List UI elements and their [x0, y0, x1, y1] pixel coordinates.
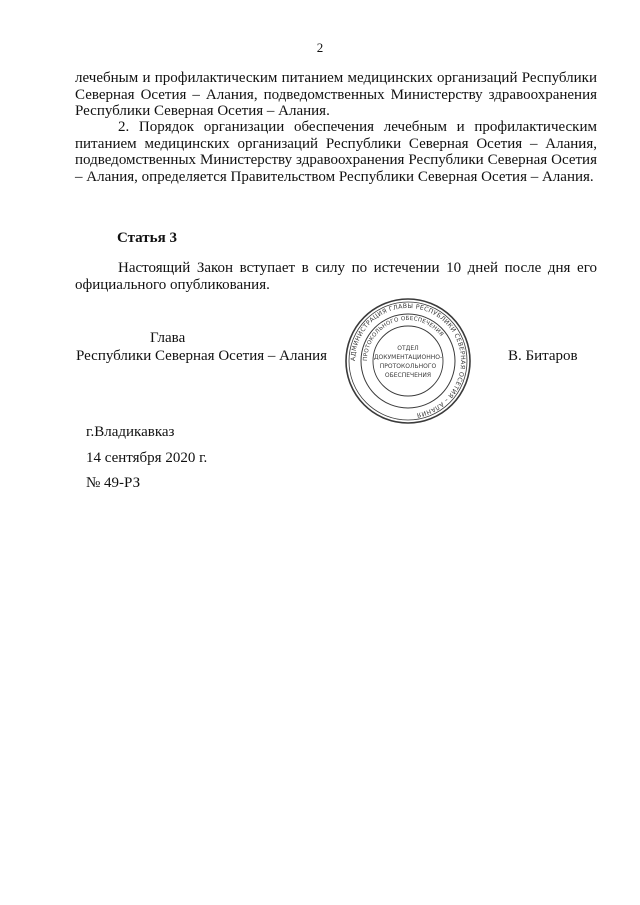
- page-number: 2: [316, 40, 324, 55]
- stamp-center-line-3: ПРОТОКОЛЬНОГО: [379, 363, 437, 370]
- signature-name: В. Битаров: [508, 348, 578, 364]
- paragraph-2: 2. Порядок организации обеспечения лечебным и профилактическим питанием медицинских организаций Республики Северная Осетия – Алания, подведомственных Министерству здравоохранения Республики Северная Осетия – Алания, определяется Правительством Республики Северная Осетия – Алания.: [75, 119, 597, 185]
- article-title: Статья 3: [117, 230, 177, 246]
- stamp-outer-text: АДМИНИСТРАЦИЯ ГЛАВЫ РЕСПУБЛИКИ СЕВЕРНАЯ ОСЕТИЯ – АЛАНИЯ: [349, 302, 467, 419]
- stamp-center-line-4: ОБЕСПЕЧЕНИЯ: [384, 372, 432, 379]
- stamp-center-line-1: ОТДЕЛ: [397, 345, 419, 352]
- signature-title: Глава: [150, 330, 186, 346]
- footer-number: № 49-РЗ: [86, 475, 141, 491]
- footer-date: 14 сентября 2020 г.: [86, 450, 208, 466]
- footer-city: г.Владикавказ: [86, 424, 175, 440]
- paragraph-3: Настоящий Закон вступает в силу по истечении 10 дней после дня его официального опубликования.: [75, 260, 597, 293]
- stamp-inner-text: ПРОТОКОЛЬНОГО ОБЕСПЕЧЕНИЯ: [362, 315, 445, 362]
- stamp-center-line-2: ДОКУМЕНТАЦИОННО-: [373, 354, 443, 361]
- paragraph-1: лечебным и профилактическим питанием медицинских организаций Республики Северная Осетия – Алания, подведомственных Министерству здравоохранения Республики Северная Осетия – Алания.: [75, 70, 597, 119]
- official-seal-stamp: [343, 296, 473, 426]
- signature-organization: Республики Северная Осетия – Алания: [76, 348, 328, 364]
